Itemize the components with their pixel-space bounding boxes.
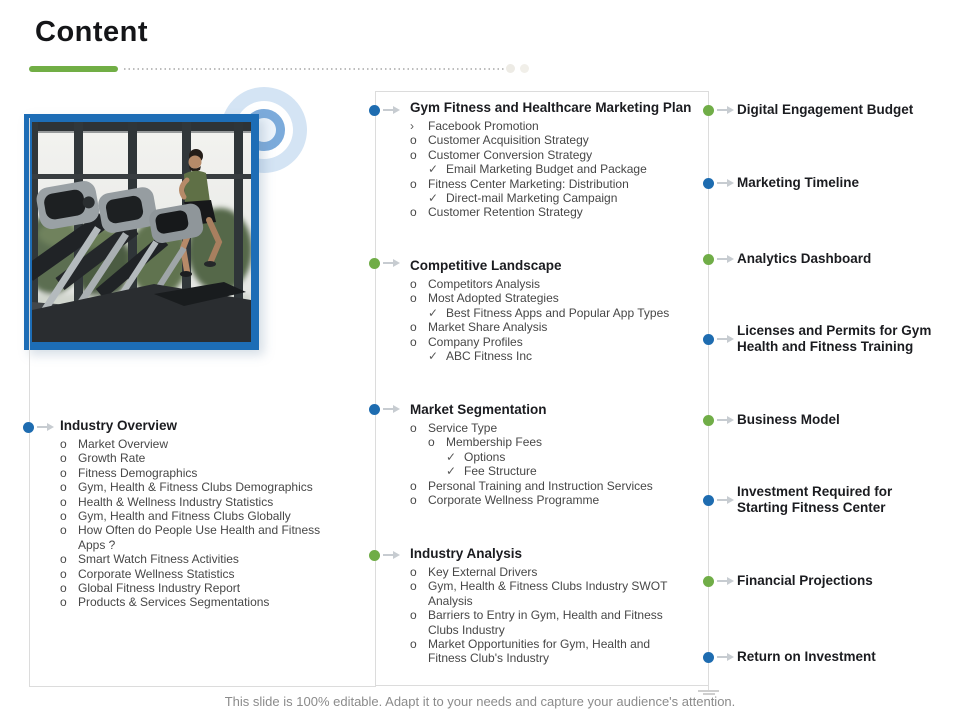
list-item-text: Best Fitness Apps and Popular App Types xyxy=(446,305,670,320)
list-item-text: Gym, Health & Fitness Clubs Demographics xyxy=(78,480,313,495)
list-item xyxy=(446,450,710,464)
list-item xyxy=(410,579,710,608)
list-item xyxy=(410,479,710,493)
list-item xyxy=(60,437,340,451)
bullet-glyph: o xyxy=(410,176,417,191)
right-item-return-on-investment: Return on Investment xyxy=(737,649,876,664)
list-item xyxy=(60,509,340,523)
section-title: Market Segmentation xyxy=(410,402,547,417)
bullet-glyph: ✓ xyxy=(428,349,439,364)
bullet-glyph: o xyxy=(60,566,67,581)
bullet-glyph: ✓ xyxy=(428,305,439,320)
right-item-marketing-timeline: Marketing Timeline xyxy=(737,175,860,190)
list-item xyxy=(410,148,710,162)
list-item xyxy=(410,608,710,637)
list-item-text: Barriers to Entry in Gym, Health and Fitness Clubs Industry xyxy=(428,608,663,637)
decor-dot xyxy=(506,64,515,73)
section-item-list xyxy=(60,437,340,610)
list-item-text: ABC Fitness Inc xyxy=(446,349,533,364)
bullet-glyph: o xyxy=(60,494,67,509)
list-item-text: Products & Services Segmentations xyxy=(78,595,270,610)
section-gym-fitness-marketing-plan xyxy=(410,100,710,220)
bullet-glyph: o xyxy=(410,493,417,508)
list-item-text: Fitness Center Marketing: Distribution xyxy=(428,176,629,191)
list-item-text: Membership Fees xyxy=(446,435,543,450)
list-item-text: Global Fitness Industry Report xyxy=(78,581,241,596)
section-item-list xyxy=(410,565,710,666)
left-column-line xyxy=(29,118,30,686)
section-item-list xyxy=(410,277,710,363)
section-title: Competitive Landscape xyxy=(410,258,562,273)
bullet-glyph: o xyxy=(410,291,417,306)
list-item-text: Competitors Analysis xyxy=(428,277,541,291)
bullet-glyph: o xyxy=(410,579,417,594)
list-item-text: Market Opportunities for Gym, Health and Fitness Club's Industry xyxy=(428,637,651,666)
list-item-text: Gym, Health and Fitness Clubs Globally xyxy=(78,509,291,524)
section-item-list xyxy=(410,119,710,220)
list-item-text: Options xyxy=(464,449,506,464)
list-item-text: Customer Acquisition Strategy xyxy=(428,133,589,148)
list-item-text: Market Share Analysis xyxy=(428,320,548,335)
list-item xyxy=(410,133,710,147)
list-item xyxy=(410,320,710,334)
bullet-glyph: o xyxy=(60,480,67,495)
list-item xyxy=(410,335,710,349)
list-item xyxy=(60,595,340,609)
list-item xyxy=(428,162,710,176)
list-item xyxy=(410,493,710,507)
list-item-text: Company Profiles xyxy=(428,334,523,349)
list-item xyxy=(410,291,710,305)
section-title: Industry Overview xyxy=(60,418,178,433)
right-item-licenses-and-permits: Licenses and Permits for Gym Health and Fitness Training xyxy=(737,323,932,354)
list-item xyxy=(60,495,340,509)
bullet-glyph: o xyxy=(60,581,67,596)
bullet-glyph: ✓ xyxy=(428,162,439,177)
section-title: Industry Analysis xyxy=(410,546,523,561)
bullet-dot-arrow-icon xyxy=(369,549,400,561)
right-item-analytics-dashboard: Analytics Dashboard xyxy=(737,251,872,266)
list-item xyxy=(60,581,340,595)
list-item xyxy=(410,205,710,219)
bullet-glyph: o xyxy=(410,421,417,435)
list-item-text: Market Overview xyxy=(78,437,169,451)
title-accent-bar xyxy=(29,66,118,72)
bullet-glyph: › xyxy=(410,119,414,133)
section-industry-analysis xyxy=(410,546,710,666)
bullet-glyph: o xyxy=(410,334,417,349)
bullet-glyph: o xyxy=(410,205,417,220)
bullet-glyph: ✓ xyxy=(446,449,457,464)
list-item-text: Facebook Promotion xyxy=(428,119,539,133)
bullet-dot-arrow-icon xyxy=(369,403,400,415)
bullet-glyph: o xyxy=(60,437,67,451)
bullet-glyph: o xyxy=(60,552,67,567)
bullet-glyph: ✓ xyxy=(446,464,457,479)
bullet-glyph: o xyxy=(60,595,67,610)
bullet-glyph: o xyxy=(60,465,67,480)
list-item xyxy=(60,480,340,494)
bullet-dot-arrow-icon xyxy=(369,257,400,269)
list-item-text: Key External Drivers xyxy=(428,565,538,579)
bullet-glyph: o xyxy=(410,147,417,162)
list-item-text: Customer Conversion Strategy xyxy=(428,147,593,162)
editable-note: This slide is 100% editable. Adapt it to your needs and capture your audience's attention. xyxy=(224,694,736,709)
list-item-text: How Often do People Use Health and Fitness Apps ? xyxy=(78,523,321,552)
list-item xyxy=(410,637,710,666)
list-item xyxy=(60,466,340,480)
list-item-text: Fee Structure xyxy=(464,464,537,479)
gym-treadmill-photo xyxy=(24,114,259,350)
list-item-text: Service Type xyxy=(428,421,498,435)
section-item-list xyxy=(410,421,710,507)
list-item xyxy=(428,349,710,363)
line-end-tick xyxy=(698,690,719,692)
list-item xyxy=(410,119,710,133)
list-item-text: Fitness Demographics xyxy=(78,465,198,480)
right-item-digital-engagement-budget: Digital Engagement Budget xyxy=(737,102,914,117)
list-item xyxy=(410,565,710,579)
list-item-text: Customer Retention Strategy xyxy=(428,205,583,220)
section-title: Gym Fitness and Healthcare Marketing Plan xyxy=(410,100,692,115)
list-item-text: Direct-mail Marketing Campaign xyxy=(446,191,618,206)
right-item-investment-required: Investment Required for Starting Fitness Center xyxy=(737,484,893,515)
right-item-business-model: Business Model xyxy=(737,412,840,427)
list-item xyxy=(60,523,340,552)
bullet-glyph: o xyxy=(410,637,417,652)
bullet-glyph: o xyxy=(410,277,417,291)
decor-dot xyxy=(520,64,529,73)
list-item-text: Health & Wellness Industry Statistics xyxy=(78,494,274,509)
list-item-text: Personal Training and Instruction Services xyxy=(428,478,653,493)
bullet-glyph: o xyxy=(60,523,67,538)
gym-treadmill-photo-art xyxy=(32,122,251,342)
bullet-glyph: o xyxy=(60,509,67,524)
list-item-text: Smart Watch Fitness Activities xyxy=(78,552,239,567)
bullet-glyph: o xyxy=(410,608,417,623)
list-item xyxy=(410,177,710,191)
list-item xyxy=(60,451,340,465)
bullet-glyph: ✓ xyxy=(428,191,439,206)
list-item xyxy=(60,552,340,566)
title-dotted-line xyxy=(124,68,505,70)
page-title: Content xyxy=(35,16,149,48)
list-item xyxy=(410,421,710,435)
left-column-bottom-line xyxy=(29,686,376,687)
list-item xyxy=(428,191,710,205)
list-item-text: Growth Rate xyxy=(78,451,146,466)
right-item-financial-projections: Financial Projections xyxy=(737,573,873,588)
section-competitive-landscape xyxy=(410,258,710,363)
bullet-glyph: o xyxy=(60,451,67,466)
bullet-glyph: o xyxy=(410,565,417,579)
bullet-dot-arrow-icon xyxy=(23,421,54,433)
section-market-segmentation xyxy=(410,402,710,507)
list-item xyxy=(60,567,340,581)
bullet-glyph: o xyxy=(410,478,417,493)
bullet-glyph: o xyxy=(428,435,435,450)
list-item-text: Corporate Wellness Statistics xyxy=(78,566,235,581)
bullet-dot-arrow-icon xyxy=(369,104,400,116)
list-item-text: Gym, Health & Fitness Clubs Industry SWOT Analysis xyxy=(428,579,668,608)
bullet-glyph: o xyxy=(410,320,417,335)
list-item xyxy=(410,277,710,291)
bullet-glyph: o xyxy=(410,133,417,148)
list-item xyxy=(428,435,710,449)
list-item-text: Most Adopted Strategies xyxy=(428,291,559,306)
section-industry-overview xyxy=(60,418,340,610)
list-item-text: Corporate Wellness Programme xyxy=(428,493,600,508)
list-item xyxy=(428,306,710,320)
list-item xyxy=(446,464,710,478)
list-item-text: Email Marketing Budget and Package xyxy=(446,162,647,177)
